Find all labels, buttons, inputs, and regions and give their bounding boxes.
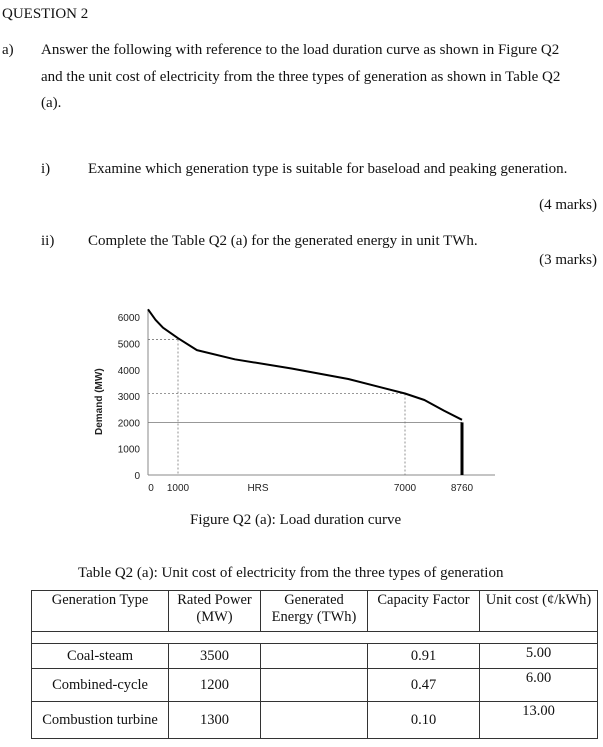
cell-cost: 5.00	[480, 644, 598, 669]
part-a-label: a)	[2, 42, 14, 58]
y-tick-label: 1000	[117, 444, 140, 456]
cell-cost: 13.00	[480, 702, 598, 739]
x-tick-label: 0	[148, 483, 154, 494]
cell-type: Combined-cycle	[32, 669, 169, 702]
table-row	[32, 702, 598, 739]
table-header-row	[32, 591, 598, 632]
cell-energy[interactable]	[261, 669, 368, 702]
generation-table	[31, 590, 598, 739]
cell-power: 1300	[169, 702, 261, 739]
cell-cf: 0.91	[368, 644, 480, 669]
q-i-text: Examine which generation type is suitable for baseload and peaking generation.	[88, 161, 568, 177]
y-tick-label: 6000	[117, 313, 140, 325]
part-a-line2: and the unit cost of electricity from the three types of generation as shown in Table Q2	[41, 69, 561, 85]
q-ii-label: ii)	[41, 233, 55, 249]
y-tick-label: 3000	[117, 392, 140, 404]
question-heading: QUESTION 2	[2, 6, 89, 22]
cell-cf: 0.10	[368, 702, 480, 739]
q-ii-text: Complete the Table Q2 (a) for the generated energy in unit TWh.	[88, 233, 478, 249]
part-a-line3: (a).	[41, 95, 62, 111]
cell-energy[interactable]	[261, 644, 368, 669]
cell-type: Coal-steam	[32, 644, 169, 669]
y-tick-label: 0	[134, 471, 140, 482]
cell-cost: 6.00	[480, 669, 598, 702]
x-tick-label: 7000	[393, 483, 417, 494]
x-axis-label: HRS	[247, 483, 269, 494]
header-capacity-factor: Capacity Factor	[368, 591, 480, 632]
header-generation-type: Generation Type	[32, 591, 169, 632]
cell-type: Combustion turbine	[32, 702, 169, 739]
table-row	[32, 669, 598, 702]
table-title: Table Q2 (a): Unit cost of electricity from the three types of generation	[78, 565, 504, 581]
figure-caption: Figure Q2 (a): Load duration curve	[190, 512, 402, 528]
header-generated-energy: Generated Energy (TWh)	[261, 591, 368, 632]
y-tick-label: 5000	[117, 339, 140, 351]
table-row	[32, 644, 598, 669]
y-axis-label: Demand (MW)	[94, 368, 105, 435]
q-i-marks: (4 marks)	[539, 197, 597, 213]
load-duration-chart	[80, 300, 500, 500]
x-tick-label: 1000	[166, 483, 190, 494]
load-duration-curve	[148, 309, 462, 420]
part-a-line1: Answer the following with reference to the load duration curve as shown in Figure Q2	[41, 42, 560, 58]
cell-power: 1200	[169, 669, 261, 702]
q-ii-marks: (3 marks)	[539, 252, 597, 268]
y-tick-label: 2000	[117, 418, 140, 430]
header-unit-cost: Unit cost (¢/kWh)	[480, 591, 598, 632]
cell-power: 3500	[169, 644, 261, 669]
cell-energy[interactable]	[261, 702, 368, 739]
cell-cf: 0.47	[368, 669, 480, 702]
q-i-label: i)	[41, 161, 51, 177]
x-tick-label: 8760	[450, 483, 474, 494]
header-rated-power: Rated Power (MW)	[169, 591, 261, 632]
y-tick-label: 4000	[117, 365, 140, 377]
